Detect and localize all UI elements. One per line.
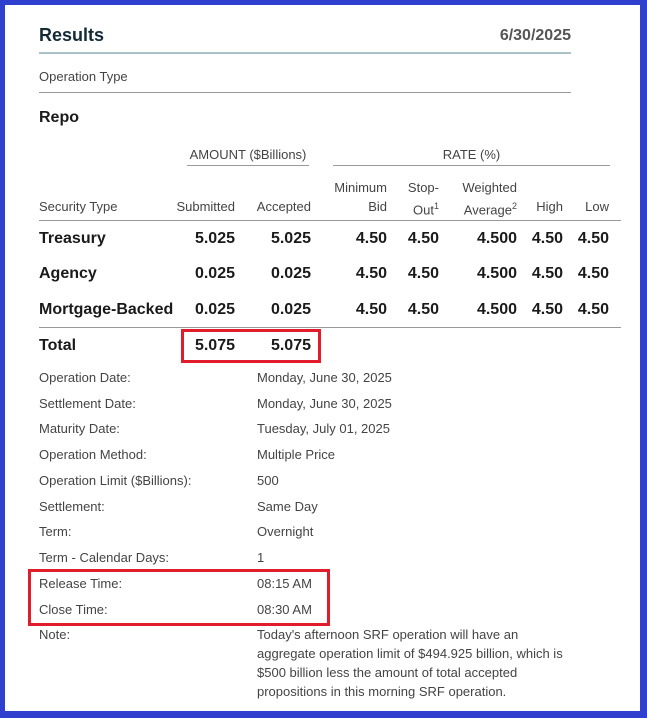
total-rule <box>39 327 621 328</box>
col-stop-out-line2: Out <box>413 202 434 218</box>
row-submitted: 0.025 <box>194 265 235 282</box>
row-security: Agency <box>39 265 97 282</box>
detail-value-term: Overnight <box>257 524 314 539</box>
detail-value-close-time: 08:30 AM <box>257 602 312 617</box>
total-label: Total <box>39 337 77 354</box>
row-high: 4.50 <box>531 230 563 247</box>
row-stop-out: 4.50 <box>407 265 439 282</box>
detail-value-operation-method: Multiple Price <box>257 447 336 462</box>
title-divider <box>39 52 571 54</box>
row-low: 4.50 <box>577 301 609 318</box>
col-accepted: Accepted <box>256 199 311 214</box>
detail-label-operation-limit: Operation Limit ($Billions): <box>39 473 192 488</box>
row-min-bid: 4.50 <box>355 265 387 282</box>
col-stop-out <box>401 178 439 219</box>
col-weighted-average <box>449 178 517 219</box>
note-text: Today's afternoon SRF operation will have an aggregate operation limit of $494.925 billion, which is $500 billion less the amount of total accepted propositions in this morning SRF operation. <box>257 627 563 699</box>
rate-group-rule <box>333 165 610 166</box>
detail-value-operation-date: Monday, June 30, 2025 <box>257 370 392 385</box>
row-weighted-average: 4.500 <box>476 230 517 247</box>
row-weighted-average: 4.500 <box>476 301 517 318</box>
note-label: Note: <box>39 627 71 642</box>
row-security: Treasury <box>39 230 106 247</box>
detail-label-maturity-date: Maturity Date: <box>39 421 120 436</box>
detail-label-close-time: Close Time: <box>39 602 108 617</box>
row-min-bid: 4.50 <box>355 230 387 247</box>
detail-label-settlement: Settlement: <box>39 499 105 514</box>
col-weighted-line2: Average <box>463 202 512 218</box>
row-submitted: 0.025 <box>194 301 235 318</box>
detail-value-release-time: 08:15 AM <box>257 576 312 591</box>
row-low: 4.50 <box>577 230 609 247</box>
footnote-1-marker: 1 <box>433 201 439 211</box>
col-min-bid-line1: Minimum <box>334 180 387 195</box>
amount-group-rule <box>187 165 309 166</box>
detail-value-settlement: Same Day <box>257 499 318 514</box>
col-low: Low <box>585 199 609 214</box>
detail-label-operation-date: Operation Date: <box>39 370 131 385</box>
detail-value-operation-limit: 500 <box>257 473 279 488</box>
detail-value-maturity-date: Tuesday, July 01, 2025 <box>257 421 390 436</box>
row-submitted: 5.025 <box>194 230 235 247</box>
results-panel <box>5 5 640 711</box>
results-title: Results <box>39 25 105 45</box>
row-stop-out: 4.50 <box>407 230 439 247</box>
row-security: Mortgage-Backed <box>39 301 174 318</box>
row-min-bid: 4.50 <box>355 301 387 318</box>
col-submitted: Submitted <box>176 199 235 214</box>
section-title-repo: Repo <box>39 109 79 126</box>
col-security-type: Security Type <box>39 199 118 214</box>
col-weighted-line1: Weighted <box>462 180 517 195</box>
operation-type-label: Operation Type <box>39 69 128 84</box>
row-accepted: 5.025 <box>270 230 311 247</box>
row-low: 4.50 <box>577 265 609 282</box>
amount-group-header: AMOUNT ($Billions) <box>189 147 307 162</box>
detail-label-term: Term: <box>39 524 72 539</box>
results-date: 6/30/2025 <box>499 27 571 44</box>
times-highlight-box <box>28 569 330 626</box>
detail-label-settlement-date: Settlement Date: <box>39 396 136 411</box>
col-min-bid-line2: Bid <box>368 199 387 214</box>
detail-label-release-time: Release Time: <box>39 576 123 591</box>
operation-type-divider <box>39 92 571 93</box>
footnote-2-marker: 2 <box>511 201 517 211</box>
total-highlight-box <box>181 329 321 363</box>
row-high: 4.50 <box>531 301 563 318</box>
col-high: High <box>536 199 563 214</box>
detail-label-operation-method: Operation Method: <box>39 447 147 462</box>
row-accepted: 0.025 <box>270 265 311 282</box>
detail-value-settlement-date: Monday, June 30, 2025 <box>257 396 392 411</box>
col-min-bid <box>323 178 387 216</box>
col-stop-out-line1: Stop- <box>407 180 439 195</box>
row-accepted: 0.025 <box>270 301 311 318</box>
header-rule <box>39 220 621 221</box>
detail-value-term-calendar-days: 1 <box>257 550 265 565</box>
total-accepted: 5.075 <box>270 337 311 354</box>
row-weighted-average: 4.500 <box>476 265 517 282</box>
row-high: 4.50 <box>531 265 563 282</box>
row-stop-out: 4.50 <box>407 301 439 318</box>
total-submitted: 5.075 <box>194 337 235 354</box>
detail-label-term-calendar-days: Term - Calendar Days: <box>39 550 170 565</box>
rate-group-header: RATE (%) <box>442 147 501 162</box>
